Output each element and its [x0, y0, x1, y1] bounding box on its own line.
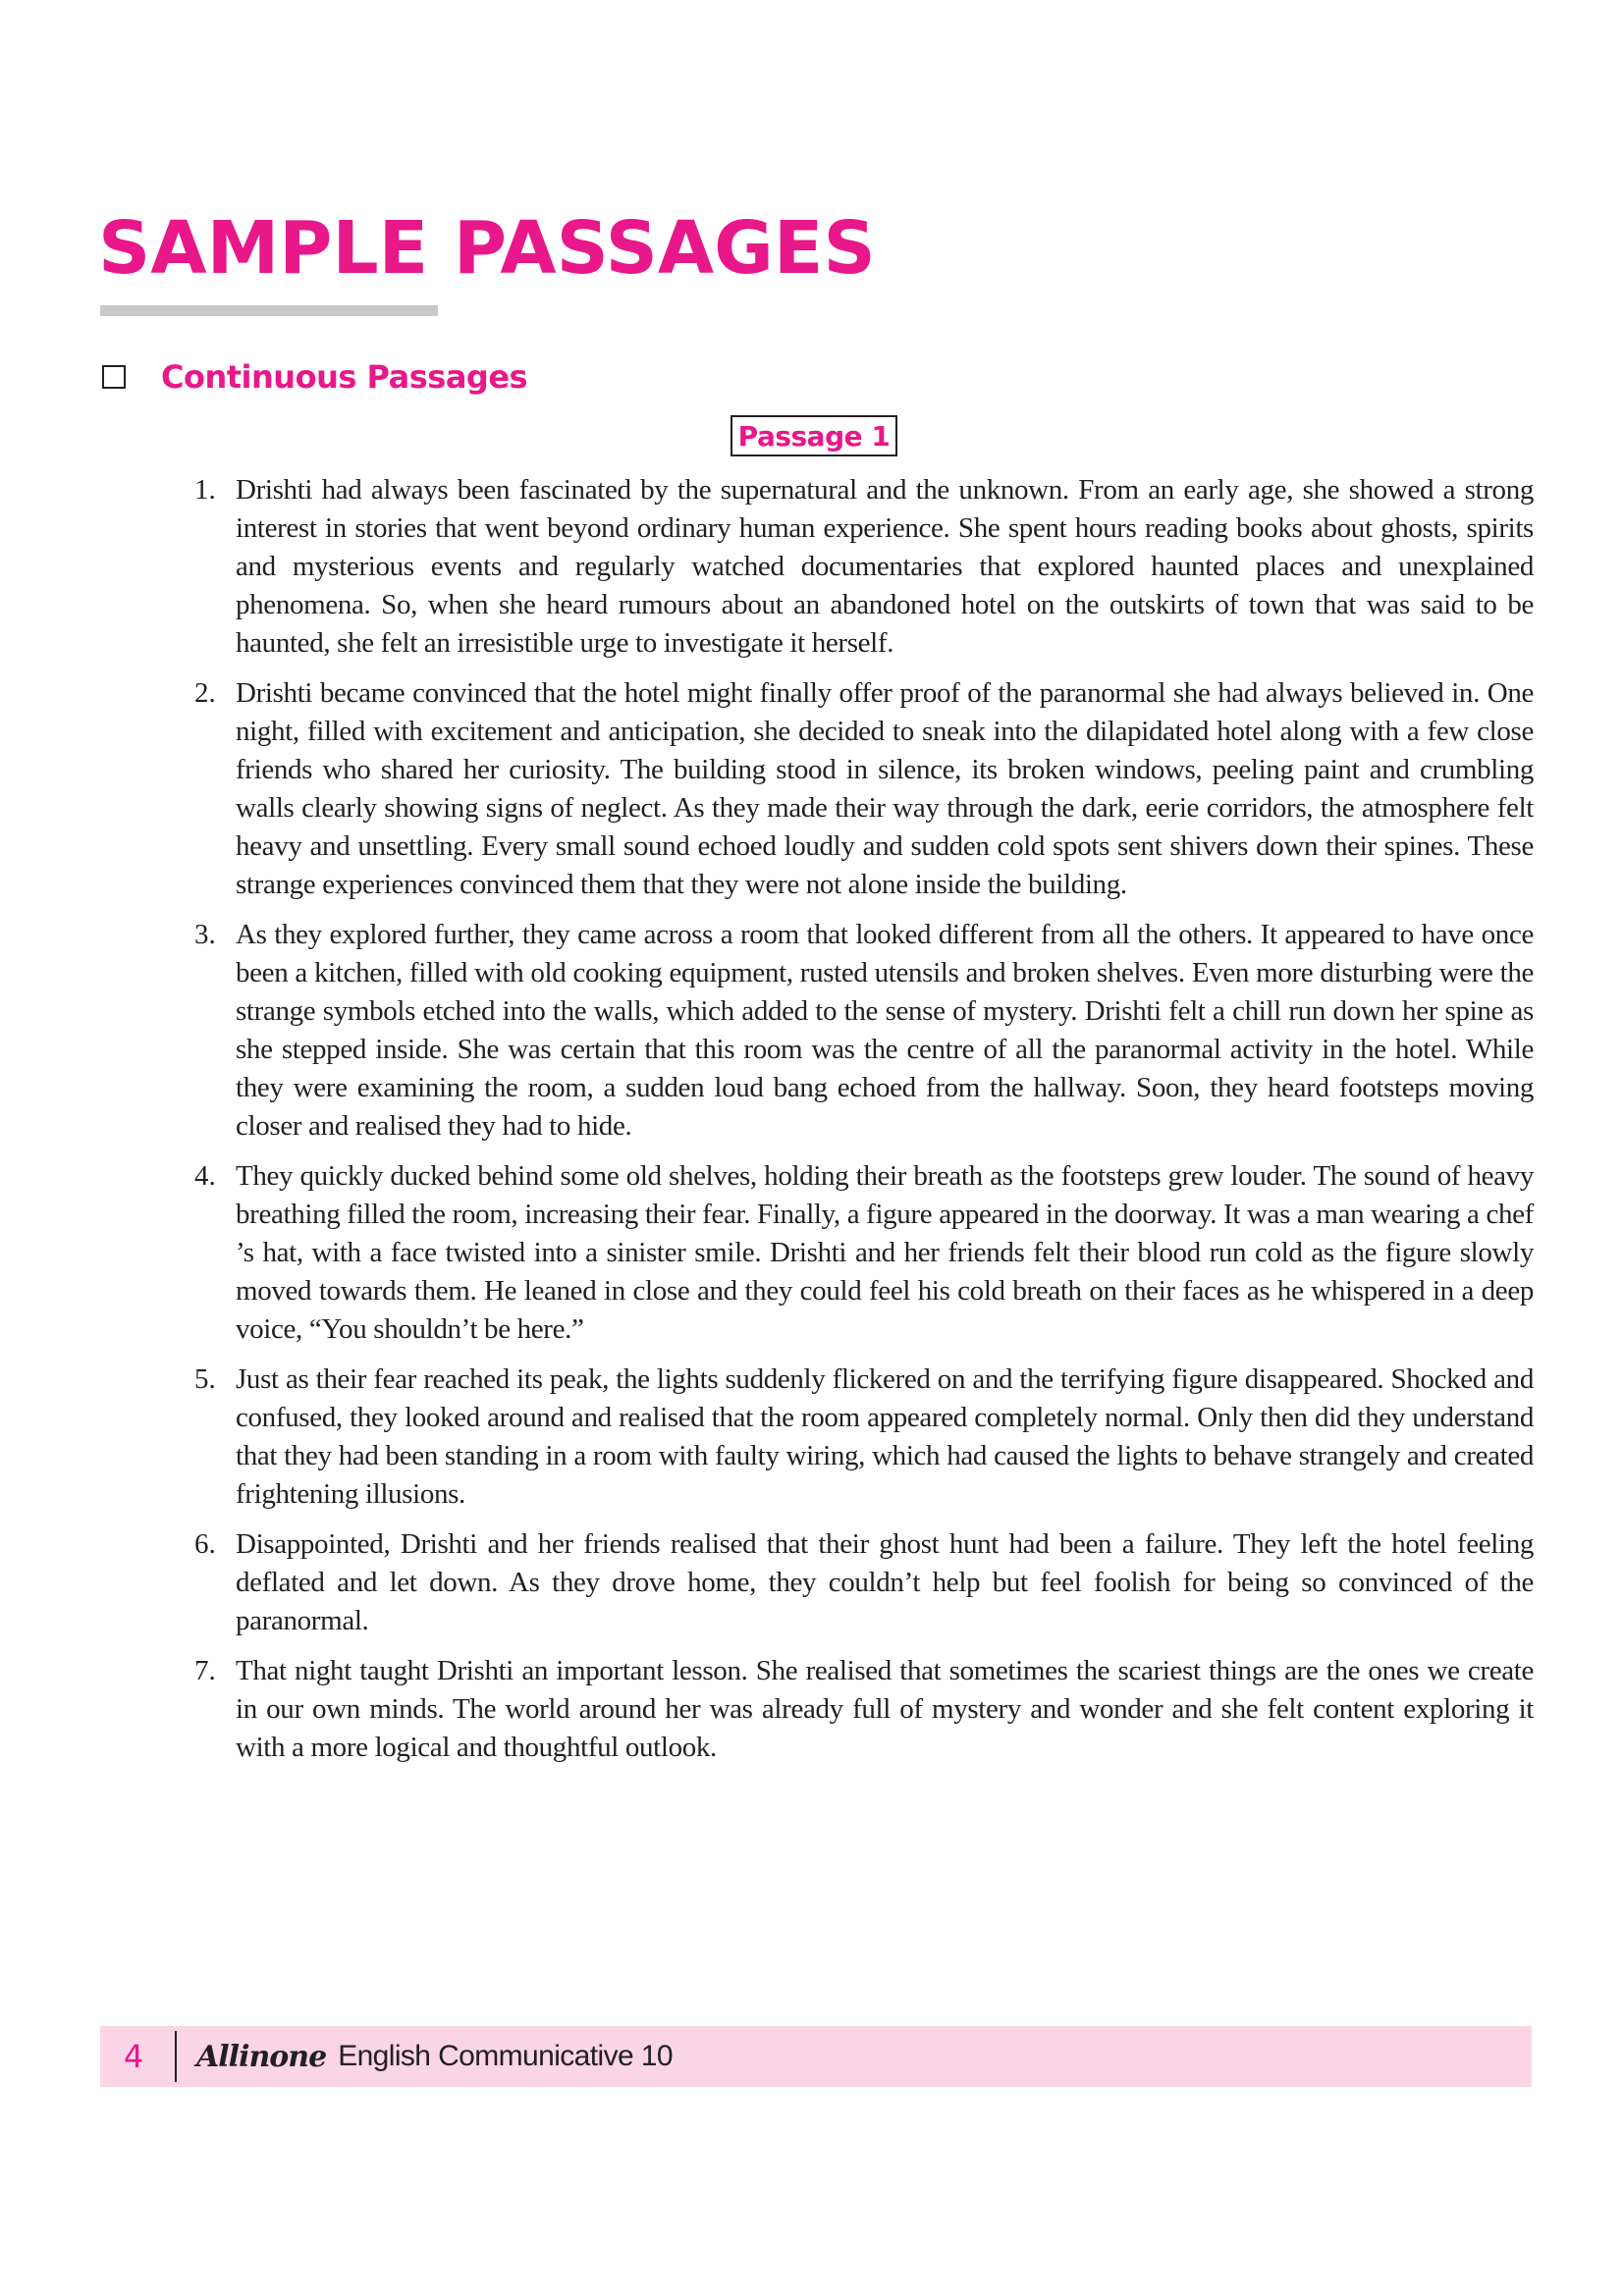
paragraph-text: Just as their fear reached its peak, the lights suddenly flickered on and the terrifying figure disappeared. Shocked and confused, they looked around and realised that the room appeared completely normal. Only then did they understand that they had been standing in a room with faulty wiring, which had caused the lights to behave strangely and created frightening illusions.: [236, 1363, 1534, 1510]
paragraph-number: 1.: [194, 474, 216, 506]
paragraph-number: 4.: [194, 1160, 216, 1192]
page-number: 4: [123, 2038, 144, 2075]
section-title: Continuous Passages: [161, 358, 528, 396]
paragraph-number: 2.: [194, 677, 216, 709]
passage-label: Passage 1: [730, 415, 897, 456]
section-header: [102, 357, 527, 397]
paragraph-text: They quickly ducked behind some old shelves, holding their breath as the footsteps grew louder. The sound of heavy breathing filled the room, increasing their fear. Finally, a figure appeared in the doorway. It was a man wearing a chef ’s hat, with a face twisted into a sinister smile. Drishti and her friends felt their blood run cold as the figure slowly moved towards them. He leaned in close and they could feel his cold breath on their faces as he whispered in a deep voice, “You shouldn’t be here.”: [236, 1160, 1534, 1345]
paragraph-6: [194, 1525, 1534, 1640]
passage-body: [194, 471, 1534, 1779]
brand-logo: Allinone: [196, 2039, 327, 2074]
section-checkbox-icon: [102, 365, 126, 389]
paragraph-number: 3.: [194, 919, 216, 950]
paragraph-4: [194, 1157, 1534, 1349]
paragraph-number: 7.: [194, 1655, 216, 1686]
paragraph-text: Drishti had always been fascinated by the supernatural and the unknown. From an early age, she showed a strong interest in stories that went beyond ordinary human experience. She spent hours reading books about ghosts, spirits and mysterious events and regularly watched documentaries that explored haunted places and unexplained phenomena. So, when she heard rumours about an abandoned hotel on the outskirts of town that was said to be haunted, she felt an irresistible urge to investigate it herself.: [236, 474, 1534, 659]
paragraph-number: 5.: [194, 1363, 216, 1395]
paragraph-7: [194, 1652, 1534, 1767]
paragraph-2: [194, 674, 1534, 904]
paragraph-5: [194, 1361, 1534, 1514]
page-title: SAMPLE PASSAGES: [98, 206, 876, 291]
paragraph-number: 6.: [194, 1528, 216, 1560]
title-underline: [100, 305, 438, 316]
paragraph-text: That night taught Drishti an important lesson. She realised that sometimes the scariest things are the ones we create in our own minds. The world around her was already full of mystery and wonder and she felt content exploring it with a more logical and thoughtful outlook.: [236, 1655, 1534, 1763]
footer: [100, 2026, 1532, 2087]
book-title: English Communicative 10: [338, 2040, 673, 2072]
paragraph-text: Disappointed, Drishti and her friends realised that their ghost hunt had been a failure. They left the hotel feeling deflated and let down. As they drove home, they couldn’t help but feel foolish for being so convinced of the paranormal.: [236, 1528, 1534, 1636]
paragraph-3: [194, 916, 1534, 1146]
footer-divider: [175, 2031, 177, 2082]
paragraph-1: [194, 471, 1534, 663]
paragraph-text: As they explored further, they came across a room that looked different from all the others. It appeared to have once been a kitchen, filled with old cooking equipment, rusted utensils and broken shelves. Even more disturbing were the strange symbols etched into the walls, which added to the sense of mystery. Drishti felt a chill run down her spine as she stepped inside. She was certain that this room was the centre of all the paranormal activity in the hotel. While they were examining the room, a sudden loud bang echoed from the hallway. Soon, they heard footsteps moving closer and realised they had to hide.: [236, 919, 1534, 1142]
paragraph-text: Drishti became convinced that the hotel might finally offer proof of the paranormal she had always believed in. One night, filled with excitement and anticipation, she decided to sneak into the dilapidated hotel along with a few close friends who shared her curiosity. The building stood in silence, its broken windows, peeling paint and crumbling walls clearly showing signs of neglect. As they made their way through the dark, eerie corridors, the atmosphere felt heavy and unsettling. Every small sound echoed loudly and sudden cold spots sent shivers down their spines. These strange experiences convinced them that they were not alone inside the building.: [236, 677, 1534, 900]
